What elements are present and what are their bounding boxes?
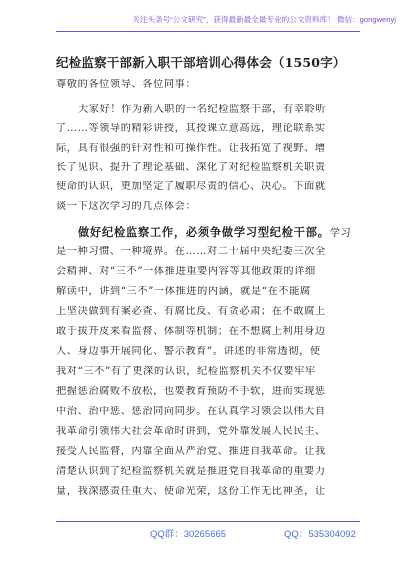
qq-group-text: QQ群：30265665 [150, 529, 227, 540]
header-promo-text: 关注头条号“公文研究”，获得最新最全最专业的公文资料库！ 微信：gongwenyj [132, 15, 396, 24]
footer-contacts [150, 526, 356, 540]
paragraph-line: 长了见识、提升了理论基础、深化了对纪检监察机关职责 [56, 162, 326, 173]
paragraph-line: 人、身边事开展同化、警示教育”。讲述的非常透彻，使 [56, 346, 321, 357]
paragraph-line: 接受人民监督，内靠全面从严治党、推进自我革命。让我 [56, 446, 326, 457]
paragraph-line: 大家好！作为新入职的一名纪检监察干部，有幸聆听 [78, 104, 327, 115]
qq-number-text: QQ：535304092 [284, 529, 356, 540]
paragraph-line: 中治、治中惩、惩治同向同步。在认真学习领会以伟大自 [56, 406, 326, 417]
paragraph-line: 清楚认识到了纪检监察机关就是推进党自我革命的重要力 [56, 466, 326, 477]
paragraph-line: 是一种习惯、一种境界。在……对二十届中央纪委三次全 [56, 246, 326, 257]
paragraph-line: 上坚决做到有案必查、有腐比反、有贪必肃；在不敢腐上 [56, 306, 326, 317]
paragraph-line: 我对“三不”有了更深的认识，纪检监察机关不仅要牢牢 [56, 366, 316, 377]
section-heading-tail: 学习 [329, 228, 352, 239]
paragraph-line: 解读中，讲到“三不”一体推进的内涵，就是“在不能腐 [56, 286, 311, 297]
paragraph-line: 使命的认识，更加坚定了履职尽责的信心、决心。下面就 [56, 181, 326, 192]
paragraph-line: 把握惩治腐败不放松，也要教育预防不手软，进而实现惩 [56, 386, 326, 397]
paragraph-line: 我革命引领伟大社会革命时讲到，党外靠发展人民民主、 [56, 426, 326, 437]
paragraph-line: 谈一下这次学习的几点体会： [56, 201, 197, 212]
paragraph-line: 敢于拔开皮来看监督、体制等机制；在不想腐上利用身边 [56, 326, 326, 337]
paragraph-line: 际，具有很强的针对性和可操作性。让我拓宽了视野、增 [56, 143, 326, 154]
document-title: 纪检监察干部新入职干部培训心得体会（1550字） [56, 55, 346, 70]
section-heading: 做好纪检监察工作，必须争做学习型纪检干部。 [78, 226, 330, 239]
paragraph-line: 会精神、对“三不”一体推进重要内容等其他政策的详细 [56, 266, 316, 277]
section-heading-line [78, 226, 358, 240]
paragraph-line: 了……等领导的精彩讲授，其授课立意高远，理论联系实 [56, 123, 326, 134]
salutation: 尊敬的各位领导、各位同事： [56, 79, 197, 90]
footer-divider [56, 521, 360, 522]
paragraph-line: 量，我深感责任重大、使命光荣，这份工作无比神圣，让 [56, 486, 326, 497]
